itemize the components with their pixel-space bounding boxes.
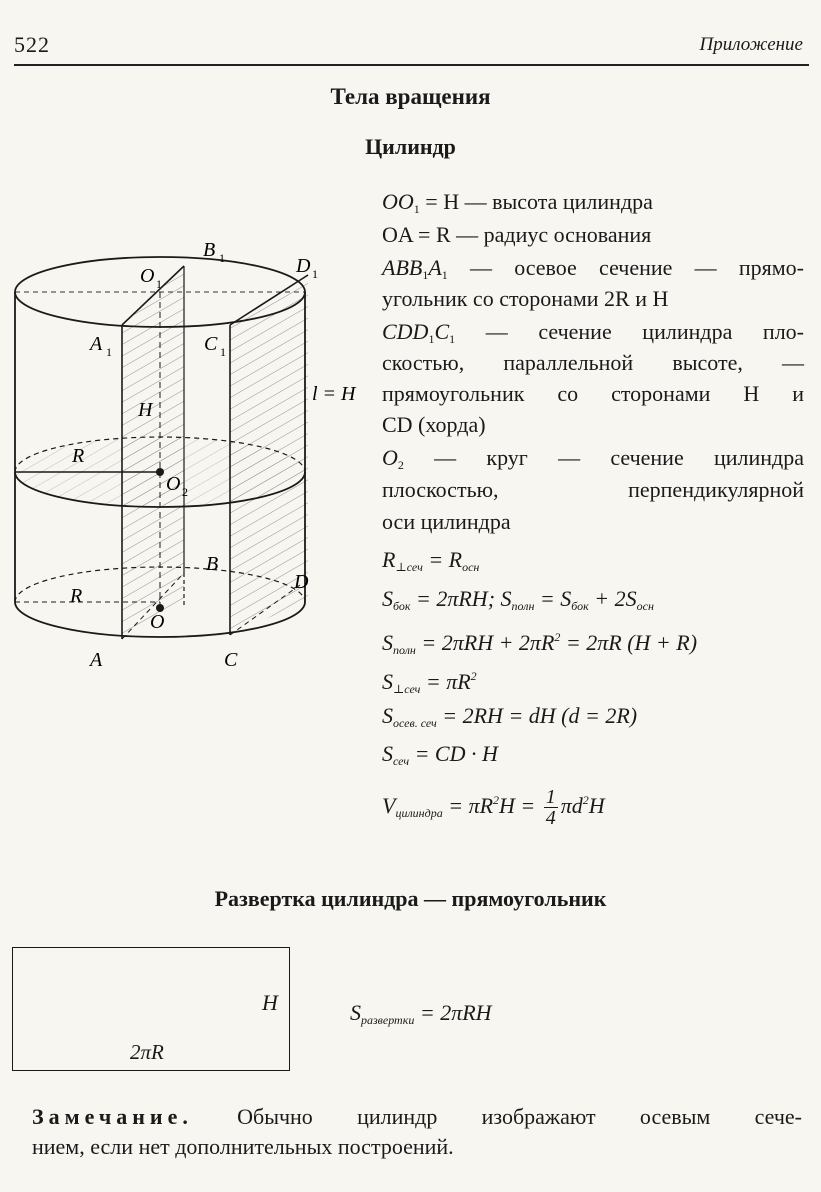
unfolding-area-formula: $S_{развертки} = 2\pi RH$ (350, 1000, 492, 1027)
label-b: B (206, 553, 219, 575)
label-h: H (138, 399, 153, 421)
fact-circle-section: $O_2$ — круг — сечение цилиндра (382, 445, 804, 472)
label-r-bottom: R (70, 585, 83, 607)
page-title: Тела вращения (330, 84, 491, 109)
label-c1: C (204, 333, 218, 355)
label-o1-sub: 1 (156, 277, 162, 291)
label-d1-sub: 1 (312, 267, 318, 281)
formula-section-area: $S_{сеч}$ = CD · H (382, 741, 498, 768)
center-o2 (156, 468, 164, 476)
label-o2-sub: 2 (182, 485, 188, 499)
fact-circle-section-line3: оси цилиндра (382, 509, 511, 534)
label-a1-sub: 1 (106, 345, 112, 359)
remark (32, 1102, 802, 1162)
formula-total-area: $S_{полн} = 2\pi RH + 2\pi R^2 = 2\pi R$ (H + R) (382, 630, 698, 657)
unfolding-title: Развертка цилиндра — прямоугольник (214, 886, 607, 911)
label-a: A (90, 649, 103, 671)
formula-axial-area: $S_{осев. сеч} = 2RH$ = dH (d = 2R) (382, 703, 638, 730)
label-b1: B (203, 239, 216, 261)
label-d1: D (296, 255, 311, 277)
fact-parallel-section: $CDD_1C_1$ — сечение цилиндра пло- (382, 319, 804, 346)
fact-axial-section-line2: угольник со сторонами 2R и H (382, 286, 669, 311)
label-c1-sub: 1 (220, 345, 226, 359)
section-title: Приложение (699, 34, 803, 55)
label-o2: O (166, 473, 181, 495)
section-subtitle: Цилиндр (365, 134, 456, 159)
cylinder-figure (0, 230, 372, 680)
formula-radius: $R_{\perp сеч} = R_{осн}$ (382, 547, 480, 574)
fact-radius: OA = R — радиус основания (382, 222, 652, 247)
fact-parallel-section-line4: CD (хорда) (382, 412, 486, 437)
label-a1: A (90, 333, 103, 355)
label-o1: O (140, 265, 155, 287)
header-rule (14, 64, 809, 66)
unfolding-width-label: 2πR (130, 1040, 164, 1064)
page-number: 522 (14, 32, 50, 57)
formula-volume: $V_{цилиндра} = \pi R^2H$ = $\frac{1}{4}$ $\pi d^2H$ (382, 786, 605, 830)
formula-lateral-area: $S_{бок} = 2\pi RH$; $S_{полн} = S_{бок} + 2S_{осн}$ (382, 586, 654, 613)
fraction-one-quarter: $\frac{1}{4}$ (545, 786, 556, 830)
label-l-eq-h: l = H (312, 383, 356, 405)
fact-parallel-section-line3: прямоугольник со сторонами H и (382, 381, 804, 406)
remark-line-1: Замечание. Обычно цилиндр изображают осевым сече- (32, 1104, 802, 1129)
fact-parallel-section-line2: скостью, параллельной высоте, — (382, 350, 804, 375)
remark-line-2: нием, если нет дополнительных построений. (32, 1134, 454, 1159)
label-d: D (294, 571, 309, 593)
unfolding-height-label: H (262, 990, 278, 1015)
fact-height: $OO_1 = H$ — высота цилиндра (382, 189, 653, 216)
label-c: C (224, 649, 238, 671)
fact-axial-section: $ABB_1A_1$ — осевое сечение — прямо- (382, 255, 804, 282)
label-b1-sub: 1 (219, 251, 225, 265)
label-o: O (150, 611, 165, 633)
label-r-middle: R (72, 445, 85, 467)
fact-circle-section-line2: плоскостью, перпендикулярной (382, 477, 804, 502)
formula-perp-section: $S_{\perp сеч} = \pi R^2$ (382, 669, 477, 696)
